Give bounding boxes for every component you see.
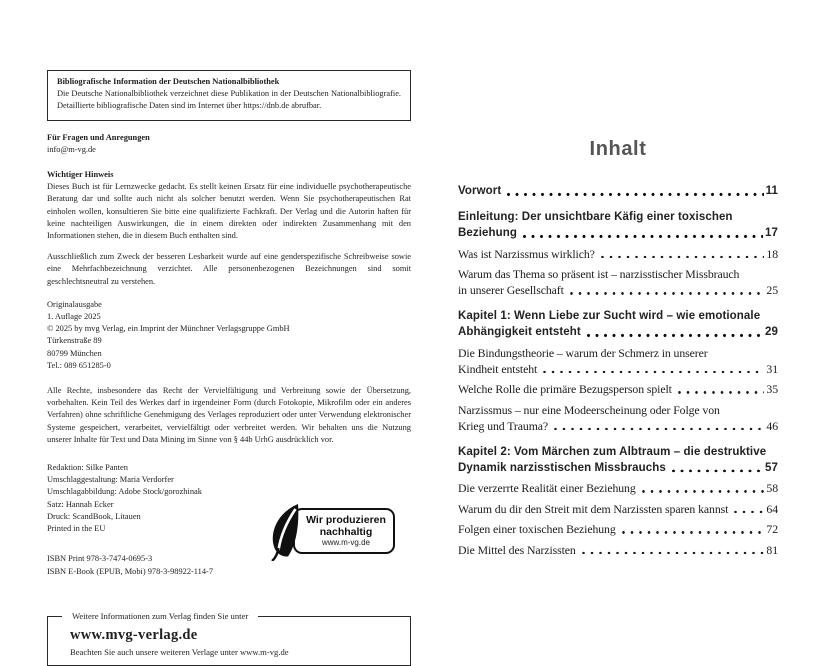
toc-entry-line xyxy=(458,480,778,496)
toc-entry xyxy=(458,246,778,262)
toc-entry-text: Die verzerrte Realität einer Beziehung xyxy=(458,481,636,495)
toc-entry-text: Kindheit entsteht xyxy=(458,361,538,376)
toc-entry-line: Die Bindungstheorie – warum der Schmerz in unserer xyxy=(458,345,708,360)
eco-badge-line1: Wir produzieren xyxy=(306,514,386,526)
eco-badge xyxy=(269,503,387,565)
toc-entry-line xyxy=(458,460,778,476)
eco-badge-box xyxy=(293,508,395,554)
toc-entry-line xyxy=(458,282,778,298)
toc-entry-line: Kapitel 2: Vom Märchen zum Albtraum – die destruktive xyxy=(458,445,767,458)
notice-title: Wichtiger Hinweis xyxy=(47,170,114,180)
toc-entry xyxy=(458,381,778,397)
dot-leader xyxy=(523,234,763,239)
toc-entry xyxy=(458,480,778,496)
text-line: Redaktion: Silke Panten xyxy=(47,463,128,473)
dot-leader xyxy=(554,427,764,432)
publisher-url: www.mvg-verlag.de xyxy=(70,626,198,643)
toc-entry-text: Die Mittel des Narzissten xyxy=(458,542,576,557)
toc-entry-line xyxy=(458,324,778,340)
dot-leader xyxy=(570,291,765,296)
page-number: 29 xyxy=(765,326,778,338)
toc-entry-text: in unserer Gesellschaft xyxy=(458,283,564,297)
toc-entry xyxy=(458,183,778,199)
toc-entry xyxy=(458,266,778,298)
toc-entry-text: Welche Rolle die primäre Bezugsperson spielt xyxy=(458,382,672,396)
dot-leader xyxy=(622,530,765,535)
text-line: Printed in the EU xyxy=(47,524,106,534)
toc-entry-text: Folgen einer toxischen Beziehung xyxy=(458,522,616,536)
toc-entry-text: Vorwort xyxy=(458,185,502,197)
dot-leader xyxy=(543,370,764,375)
toc-entry-text: Abhängigkeit entsteht xyxy=(458,326,581,338)
page-number: 11 xyxy=(765,185,778,197)
text-line: 80799 München xyxy=(47,348,102,358)
dnb-box-title: Bibliografische Information der Deutschen Nationalbibliothek xyxy=(57,77,280,86)
dot-leader xyxy=(642,489,765,494)
dot-leader xyxy=(734,510,764,515)
toc-entry xyxy=(458,308,778,340)
text-line: 1. Auflage 2025 xyxy=(47,312,101,322)
toc-title: Inhalt xyxy=(589,138,647,160)
toc-entry-line xyxy=(458,521,778,537)
text-line: Tel.: 089 651285-0 xyxy=(47,360,111,370)
toc-entry-line xyxy=(458,361,778,377)
toc-entry xyxy=(458,542,778,558)
contact-block xyxy=(47,132,411,156)
toc-entry xyxy=(458,402,778,434)
toc-entry-text: Krieg und Trauma? xyxy=(458,418,549,433)
toc-entry-line xyxy=(458,225,778,241)
dot-leader xyxy=(587,333,763,338)
text-line: Umschlagabbildung: Adobe Stock/gorozhinak xyxy=(47,487,202,497)
dot-leader xyxy=(678,390,765,395)
page-number: 72 xyxy=(766,522,778,536)
toc-entry-line xyxy=(458,381,778,397)
text-line: Druck: ScandBook, Litauen xyxy=(47,511,141,521)
toc-entry xyxy=(458,209,778,241)
toc-entry-line xyxy=(458,418,778,434)
text-line: Originalausgabe xyxy=(47,299,102,309)
page-number: 46 xyxy=(766,418,778,433)
toc-entry-line xyxy=(458,501,778,517)
toc-entry-text: Beziehung xyxy=(458,227,518,239)
toc-entry xyxy=(458,521,778,537)
dot-leader xyxy=(582,551,765,556)
toc-entry xyxy=(458,444,778,476)
notice-body: Dieses Buch ist für Lernzwecke gedacht. Es stellt keinen Ersatz für eine individuelle psychotherapeutische Beratung dar und sollte auch nicht als solcher benutzt werden. Wenn Sie psychotherapeutischen Rat einholen wollen, konsultieren Sie bitte eine qualifizierte Fachkraft. Der Verlag und die Autorin haften für keine nachteiligen Auswirkungen, die in einem direkten oder indirekten Zusammenhang mit den Informationen stehen, die in diesem Buch enthalten sind. xyxy=(47,182,411,241)
toc-entry-text: Warum du dir den Streit mit dem Narzissten sparen kannst xyxy=(458,501,729,516)
publisher-info-box xyxy=(47,610,411,666)
publisher-box-legend: Weitere Informationen zum Verlag finden Sie unter xyxy=(62,611,258,622)
imprint-page xyxy=(47,70,411,666)
notice-block xyxy=(47,169,411,242)
toc-entry-line: Warum das Thema so präsent ist – narzisstischer Missbrauch xyxy=(458,267,740,281)
toc-entry xyxy=(458,501,778,517)
page-number: 18 xyxy=(766,246,778,261)
dnb-box-body: Die Deutsche Nationalbibliothek verzeichnet diese Publikation in der Deutschen Nationalbibliografie. Detaillierte bibliografische Daten sind im Internet über https://dnb.de abrufbar. xyxy=(57,89,401,111)
toc-entry-line: Einleitung: Der unsichtbare Käfig einer toxischen xyxy=(458,211,733,223)
leaf-icon xyxy=(269,503,303,565)
toc-entry-line xyxy=(458,246,778,262)
text-line: ISBN Print 978-3-7474-0695-3 xyxy=(47,554,153,564)
page-number: 17 xyxy=(765,227,778,239)
contact-title: Für Fragen und Anregungen xyxy=(47,132,150,142)
page-number: 25 xyxy=(766,283,778,297)
toc-entry xyxy=(458,345,778,377)
toc-entry-line: Narzissmus – nur eine Modeerscheinung oder Folge von xyxy=(458,402,720,417)
eco-badge-url: www.m-vg.de xyxy=(321,538,370,547)
toc-entry-text: Was ist Narzissmus wirklich? xyxy=(458,246,595,261)
dot-leader xyxy=(601,255,765,260)
text-line: Umschlaggestaltung: Maria Verdorfer xyxy=(47,475,174,485)
publisher-note: Beachten Sie auch unsere weiteren Verlage unter www.m-vg.de xyxy=(70,646,289,657)
dot-leader xyxy=(507,192,763,197)
toc-list xyxy=(458,183,778,558)
page-number: 31 xyxy=(766,361,778,376)
dot-leader xyxy=(672,469,763,474)
toc-entry-text: Dynamik narzisstischen Missbrauchs xyxy=(458,461,666,474)
page-number: 57 xyxy=(765,461,778,474)
rights-note: Alle Rechte, insbesondere das Recht der Vervielfältigung und Verbreitung sowie der Übersetzung, vorbehalten. Kein Teil des Werkes darf in irgendeiner Form (durch Fotokopie, Mikrofilm oder ein anderes Verfahren) ohne schriftliche Genehmigung des Verlages reproduziert oder unter Verwendung elektronischer Systeme gespeichert, verarbeitet, vervielfältigt oder verbreitet werden. Wir behalten uns die Nutzung unserer Inhalte für Text und Data Mining im Sinne von § 44b UrhG ausdrücklich vor. xyxy=(47,386,411,444)
page-number: 58 xyxy=(766,481,778,495)
page-number: 35 xyxy=(766,382,778,396)
text-line: Türkenstraße 89 xyxy=(47,336,102,346)
contact-email: info@m-vg.de xyxy=(47,144,96,154)
gender-note: Ausschließlich zum Zweck der besseren Lesbarkeit wurde auf eine genderspezifische Schreibweise sowie eine Mehrfachbezeichnung verzichtet. Alle personenbezogenen Bezeichnungen sind somit geschlechtsneutral zu verstehen. xyxy=(47,252,411,286)
dnb-info-box xyxy=(47,70,411,121)
toc-entry-line xyxy=(458,183,778,199)
toc-entry-line: Kapitel 1: Wenn Liebe zur Sucht wird – wie emotionale xyxy=(458,310,761,322)
eco-badge-line2: nachhaltig xyxy=(319,526,373,538)
edition-block xyxy=(47,299,411,372)
text-line: ISBN E-Book (EPUB, Mobi) 978-3-98922-114-7 xyxy=(47,566,214,576)
text-line: Satz: Hannah Ecker xyxy=(47,499,114,509)
toc-page xyxy=(458,138,778,562)
page-number: 81 xyxy=(766,542,778,557)
page-number: 64 xyxy=(766,501,778,516)
toc-entry-line xyxy=(458,542,778,558)
text-line: © 2025 by mvg Verlag, ein Imprint der Münchner Verlagsgruppe GmbH xyxy=(47,324,290,334)
